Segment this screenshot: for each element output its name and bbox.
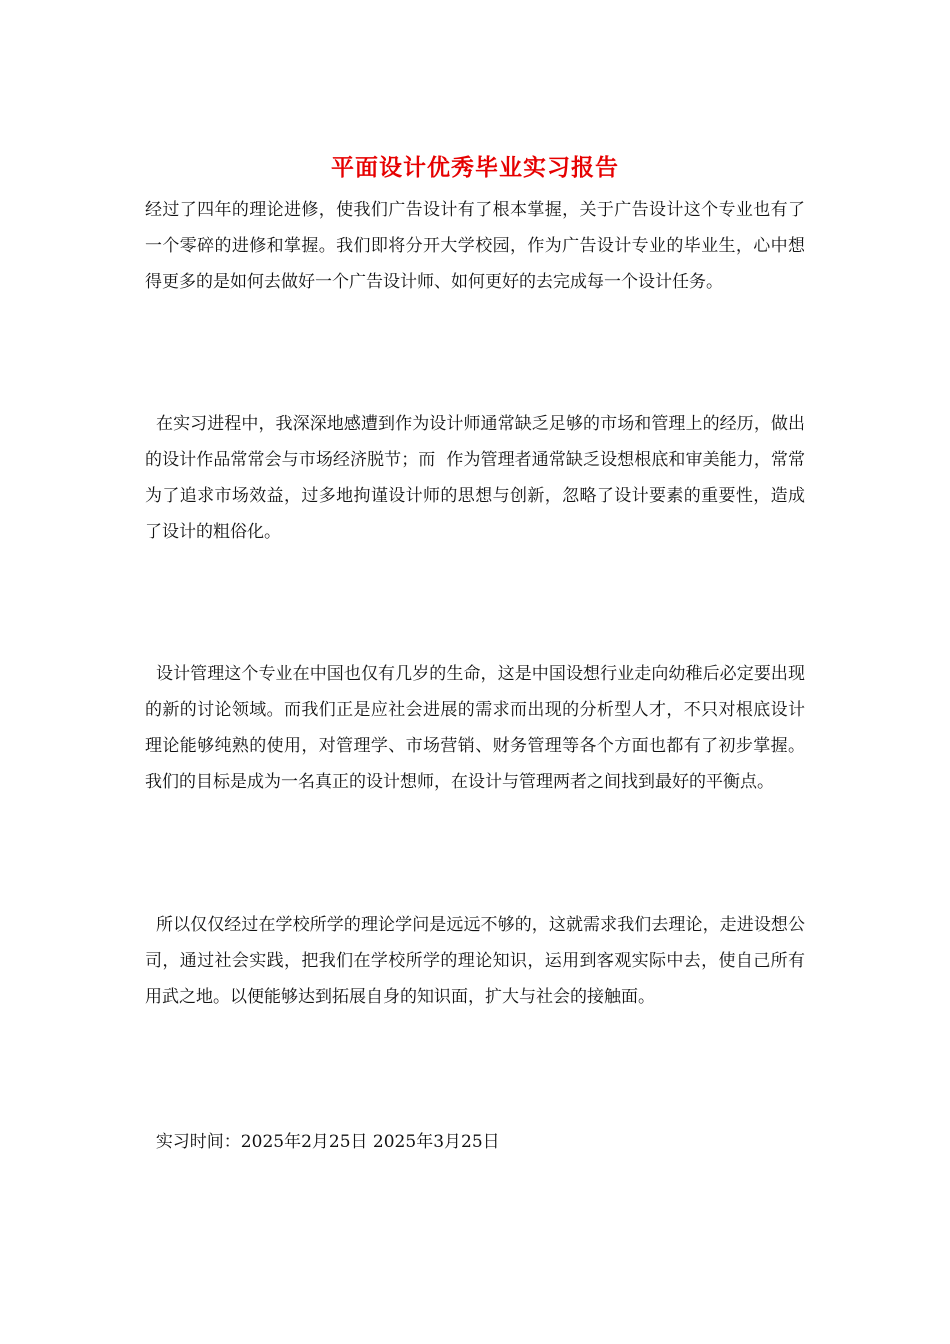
- paragraph-design-management: 设计管理这个专业在中国也仅有几岁的生命，这是中国设想行业走向幼稚后必定要出现的新的讨论领域。而我们正是应社会进展的需求而出现的分析型人才，不只对根底设计理论能够纯熟的使用，对管理学、市场营销、财务管理等各个方面也都有了初步掌握。我们的目标是成为一名真正的设计想师，在设计与管理两者之间找到最好的平衡点。: [145, 664, 806, 792]
- document-title: 平面设计优秀毕业实习报告: [331, 154, 619, 181]
- paragraph-internship-time: 实习时间：2025年2月25日 2025年3月25日: [145, 1132, 500, 1152]
- paragraph-practice: 所以仅仅经过在学校所学的理论学问是远远不够的，这就需求我们去理论，走进设想公司，通过社会实践，把我们在学校所学的理论知识，运用到客观实际中去，使自己所有用武之地。以便能够达到拓展自身的知识面，扩大与社会的接触面。: [145, 915, 806, 1007]
- paragraph-intro: 经过了四年的理论进修，使我们广告设计有了根本掌握，关于广告设计这个专业也有了一个零碎的进修和掌握。我们即将分开大学校园，作为广告设计专业的毕业生，心中想得更多的是如何去做好一个广告设计师、如何更好的去完成每一个设计任务。: [145, 200, 805, 292]
- paragraph-internship-process: 在实习进程中，我深深地感遭到作为设计师通常缺乏足够的市场和管理上的经历，做出的设计作品常常会与市场经济脱节；而 作为管理者通常缺乏设想根底和审美能力，常常为了追求市场效益，过多地拘谨设计师的思想与创新，忽略了设计要素的重要性，造成了设计的粗俗化。: [145, 414, 806, 542]
